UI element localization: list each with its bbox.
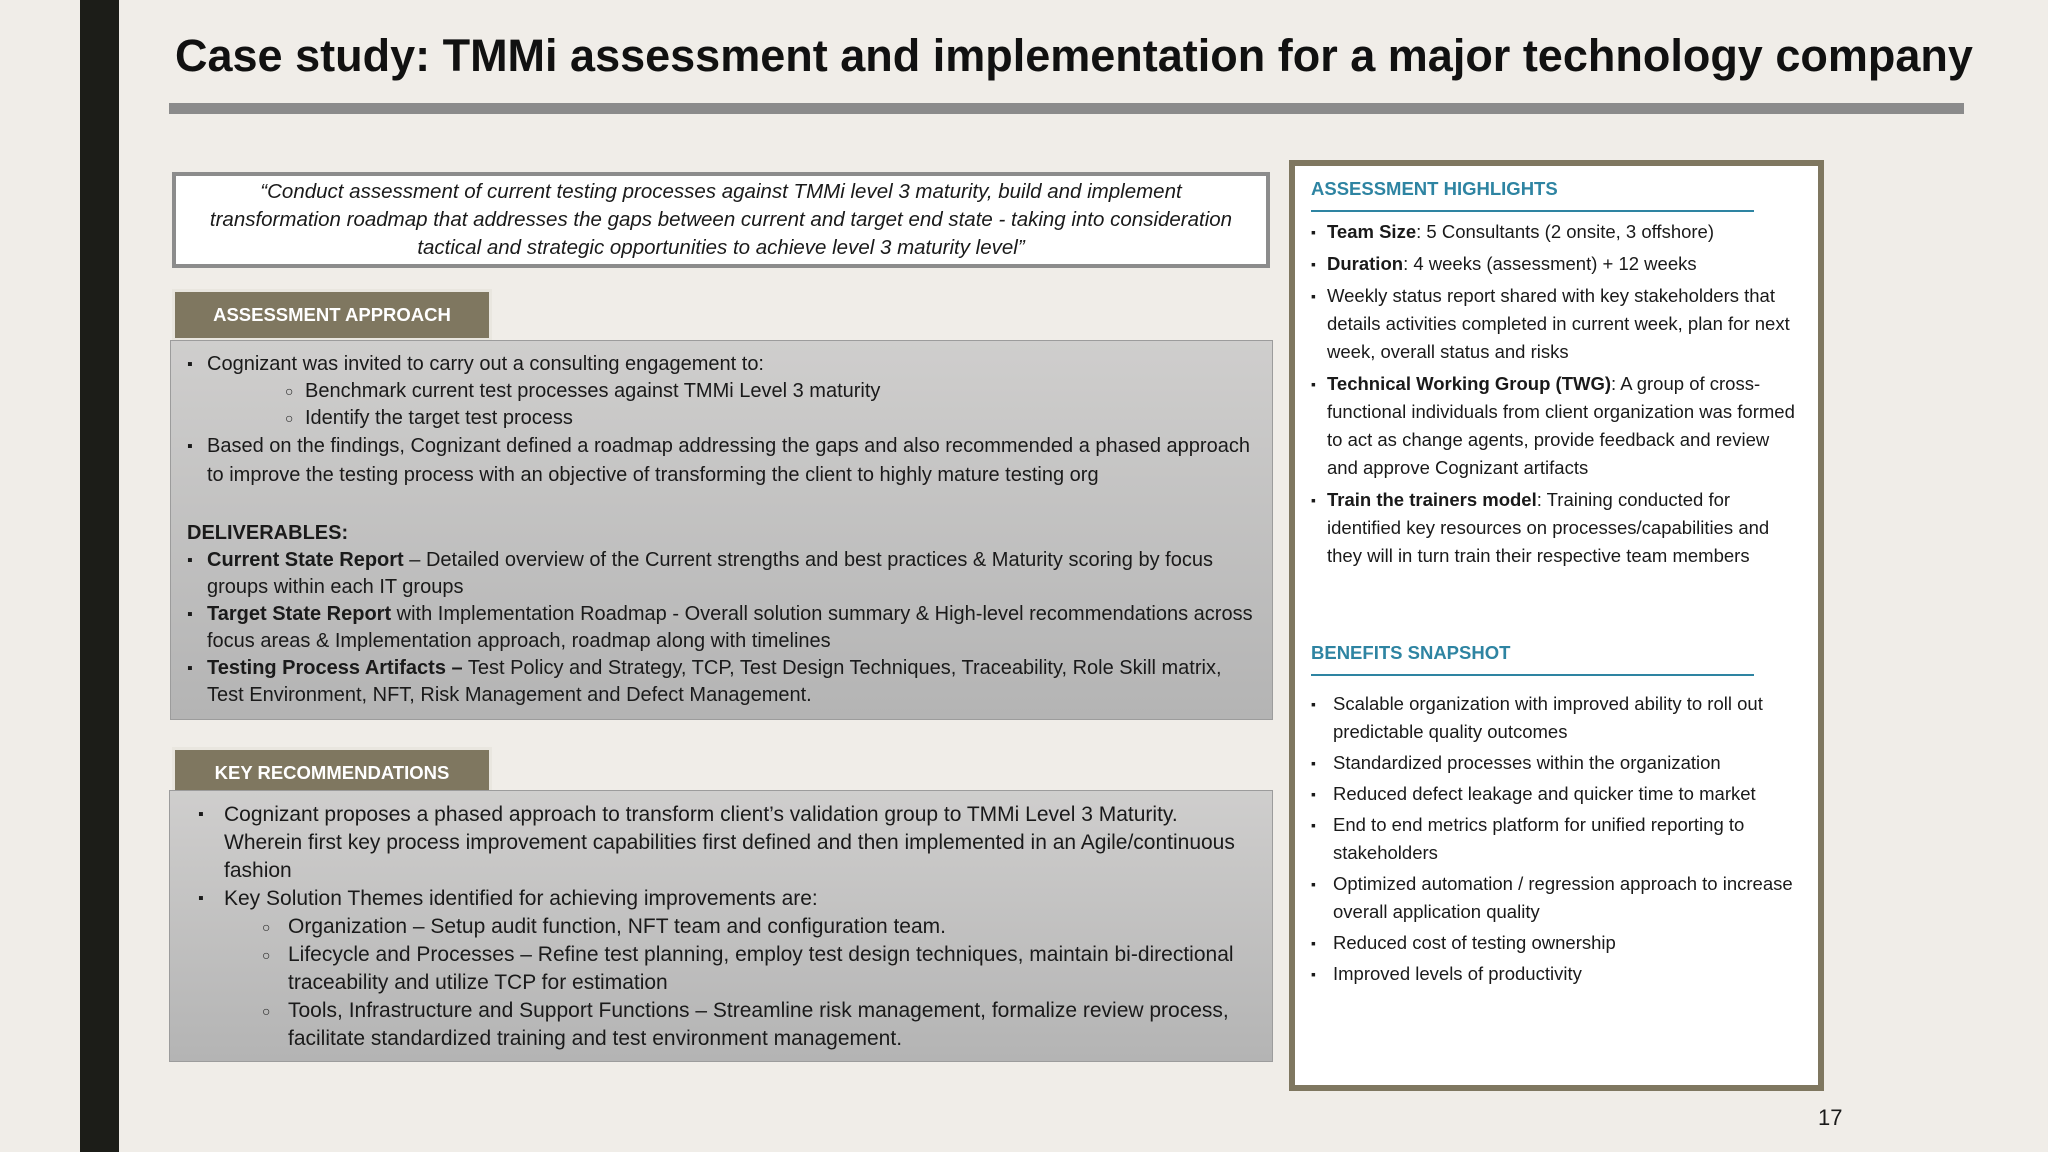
heading-rule xyxy=(1311,674,1754,676)
assessment-approach-box xyxy=(170,340,1273,720)
left-accent-bar xyxy=(80,0,119,1152)
list-item: ▪ Improved levels of productivity xyxy=(1311,960,1798,988)
list-item: ○ Organization – Setup audit function, NFT team and configuration team. xyxy=(224,913,1256,941)
objective-quote-box xyxy=(172,172,1270,268)
benefits-snapshot-heading: BENEFITS SNAPSHOT xyxy=(1311,642,1511,663)
benefits-list xyxy=(1311,690,1798,988)
highlights-panel xyxy=(1289,160,1824,1091)
list-item: ○ Tools, Infrastructure and Support Functions – Streamline risk management, formalize review process, facilitate standardized training and test environment management. xyxy=(224,997,1256,1053)
list-item: ▪ Current State Report – Detailed overview of the Current strengths and best practices & Maturity scoring by focus groups within each IT groups xyxy=(187,547,1256,601)
list-item: ▪ Weekly status report shared with key stakeholders that details activities completed in current week, plan for next week, overall status and risks xyxy=(1311,282,1798,366)
list-item: ○ Lifecycle and Processes – Refine test planning, employ test design techniques, maintain bi-directional traceability and utilize TCP for estimation xyxy=(224,941,1256,997)
list-item: ▪ Target State Report with Implementation Roadmap - Overall solution summary & High-level recommendations across focus areas & Implementation approach, roadmap along with timelines xyxy=(187,601,1256,655)
list-item: ▪ Duration: 4 weeks (assessment) + 12 weeks xyxy=(1311,250,1798,278)
list-item: ▪ Testing Process Artifacts – Test Policy and Strategy, TCP, Test Design Techniques, Traceability, Role Skill matrix, Test Environment, NFT, Risk Management and Defect Management. xyxy=(187,655,1256,709)
list-item: ▪ Based on the findings, Cognizant defined a roadmap addressing the gaps and also recommended a phased approach to improve the testing process with an objective of transforming the client to highly mature testing org xyxy=(187,432,1256,490)
approach-sublist xyxy=(207,378,1256,432)
list-item: ▪ Optimized automation / regression approach to increase overall application quality xyxy=(1311,870,1798,926)
list-item: ▪ End to end metrics platform for unified reporting to stakeholders xyxy=(1311,811,1798,867)
list-item: ○ Benchmark current test processes against TMMi Level 3 maturity xyxy=(207,378,1256,405)
slide-title: Case study: TMMi assessment and implementation for a major technology company xyxy=(175,30,1973,81)
list-item: ▪ Reduced defect leakage and quicker time to market xyxy=(1311,780,1798,808)
list-item: ▪ Reduced cost of testing ownership xyxy=(1311,929,1798,957)
list-item: ▪ Train the trainers model: Training conducted for identified key resources on processes/capabilities and they will in turn train their respective team members xyxy=(1311,486,1798,570)
list-item: ▪ Cognizant proposes a phased approach to transform client’s validation group to TMMi Level 3 Maturity. Wherein first key process improvement capabilities first defined and then implemented in an Agile/continuous fashion xyxy=(194,801,1256,885)
deliverables-heading: DELIVERABLES: xyxy=(187,522,349,544)
key-recommendations-tag: KEY RECOMMENDATIONS xyxy=(172,747,492,799)
list-item: ▪ Key Solution Themes identified for achieving improvements are: ○ Organization – Setup audit function, NFT team and configuration team. ○ Lifecycle and Processes – Refine test planning, employ test design techniques, maintain bi-directional traceability and utilize TCP for estimation ○ Tools, Infrastructure and Support Functions – Streamline risk management, formalize review process, facilitate standardized training and test environment management. xyxy=(194,885,1256,1053)
objective-quote: “Conduct assessment of current testing processes against TMMi level 3 maturity, build and implement transformation roadmap that addresses the gaps between current and target end state - taking into consideration tactical and strategic opportunities to achieve level 3 maturity level” xyxy=(209,180,1233,259)
approach-list xyxy=(187,351,1256,490)
list-item: ▪ Team Size: 5 Consultants (2 onsite, 3 offshore) xyxy=(1311,218,1798,246)
deliverables-list xyxy=(187,547,1256,709)
list-item: ○ Identify the target test process xyxy=(207,405,1256,432)
list-item: ▪ Technical Working Group (TWG): A group of cross-functional individuals from client organization was formed to act as change agents, provide feedback and review and approve Cognizant artifacts xyxy=(1311,370,1798,482)
list-item: ▪ Standardized processes within the organization xyxy=(1311,749,1798,777)
page-number: 17 xyxy=(1818,1105,1843,1130)
assessment-approach-tag: ASSESSMENT APPROACH xyxy=(172,289,492,341)
solution-themes-sublist xyxy=(224,913,1256,1053)
title-underline xyxy=(169,103,1964,114)
key-recommendations-box xyxy=(169,790,1273,1062)
highlights-list xyxy=(1311,218,1798,570)
heading-rule xyxy=(1311,210,1754,212)
recommendations-list xyxy=(194,801,1256,1053)
assessment-highlights-heading: ASSESSMENT HIGHLIGHTS xyxy=(1311,178,1558,199)
list-item: ▪ Cognizant was invited to carry out a consulting engagement to: ○ Benchmark current test processes against TMMi Level 3 maturity ○ Identify the target test process xyxy=(187,351,1256,432)
list-item: ▪ Scalable organization with improved ability to roll out predictable quality outcomes xyxy=(1311,690,1798,746)
